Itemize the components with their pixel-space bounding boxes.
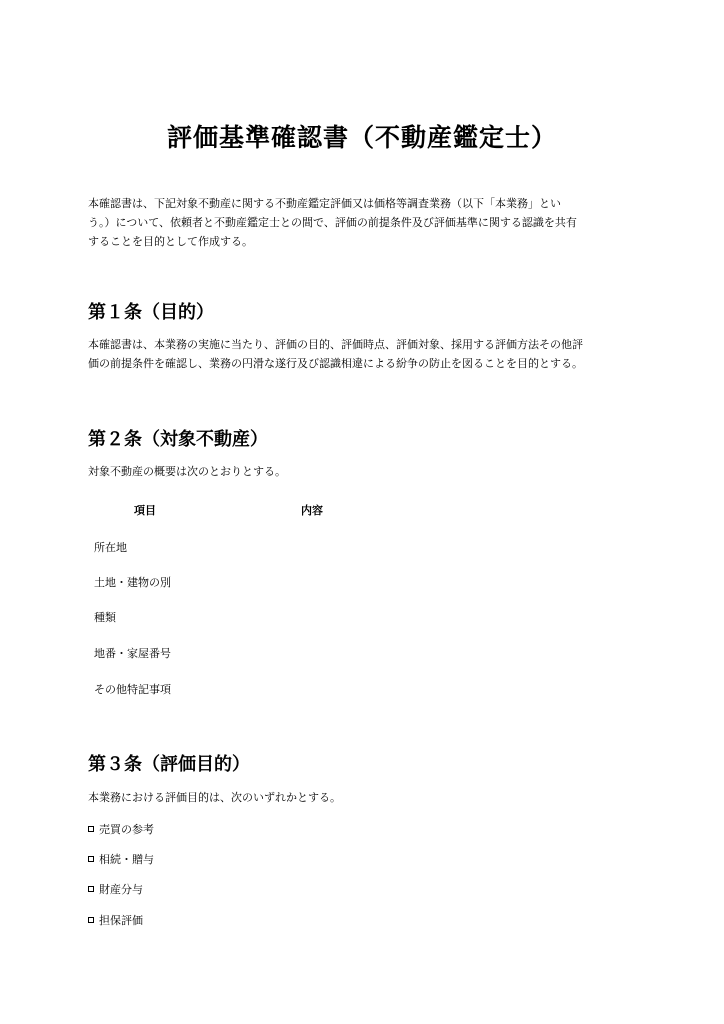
option-label: 売買の参考	[99, 823, 154, 836]
property-item-notes: その他特記事項	[94, 683, 171, 696]
article-1-body	[88, 335, 640, 373]
article-1-line: 本確認書は、本業務の実施に当たり、評価の目的、評価時点、評価対象、採用する評価方法その他評	[88, 338, 583, 351]
article-2-body: 対象不動産の概要は次のとおりとする。	[88, 465, 286, 478]
intro-line: することを目的として作成する。	[88, 235, 253, 248]
checkbox-icon[interactable]	[88, 826, 94, 832]
checkbox-icon[interactable]	[88, 856, 94, 862]
option-property-division[interactable]	[88, 881, 143, 897]
article-2-heading: 第２条（対象不動産）	[88, 429, 268, 450]
option-label: 担保評価	[99, 914, 143, 927]
checkbox-icon[interactable]	[88, 917, 94, 923]
article-1-line: 価の前提条件を確認し、業務の円滑な遂行及び認識相違による紛争の防止を図ることを目的とする。	[88, 357, 583, 370]
option-label: 財産分与	[99, 883, 143, 896]
intro-line: 本確認書は、下記対象不動産に関する不動産鑑定評価又は価格等調査業務（以下「本業務」とい	[88, 197, 561, 210]
property-item-type: 種類	[94, 611, 116, 624]
table-header-item: 項目	[134, 504, 156, 517]
property-item-location: 所在地	[94, 541, 127, 554]
option-inheritance-gift[interactable]	[88, 851, 154, 867]
table-header-content: 内容	[301, 504, 323, 517]
article-3-heading: 第３条（評価目的）	[88, 754, 250, 775]
intro-line: う。）について、依頼者と不動産鑑定士との間で、評価の前提条件及び評価基準に関する認識を共有	[88, 216, 577, 229]
checkbox-icon[interactable]	[88, 886, 94, 892]
document-title: 評価基準確認書（不動産鑑定士）	[166, 123, 557, 152]
article-1-heading: 第１条（目的）	[88, 302, 214, 323]
option-collateral-valuation[interactable]	[88, 912, 143, 928]
intro-paragraph	[88, 194, 640, 251]
article-3-body: 本業務における評価目的は、次のいずれかとする。	[88, 791, 341, 804]
property-item-land-building: 土地・建物の別	[94, 576, 171, 589]
option-sale-reference[interactable]	[88, 821, 154, 837]
property-item-lot-number: 地番・家屋番号	[94, 647, 171, 660]
option-label: 相続・贈与	[99, 853, 154, 866]
